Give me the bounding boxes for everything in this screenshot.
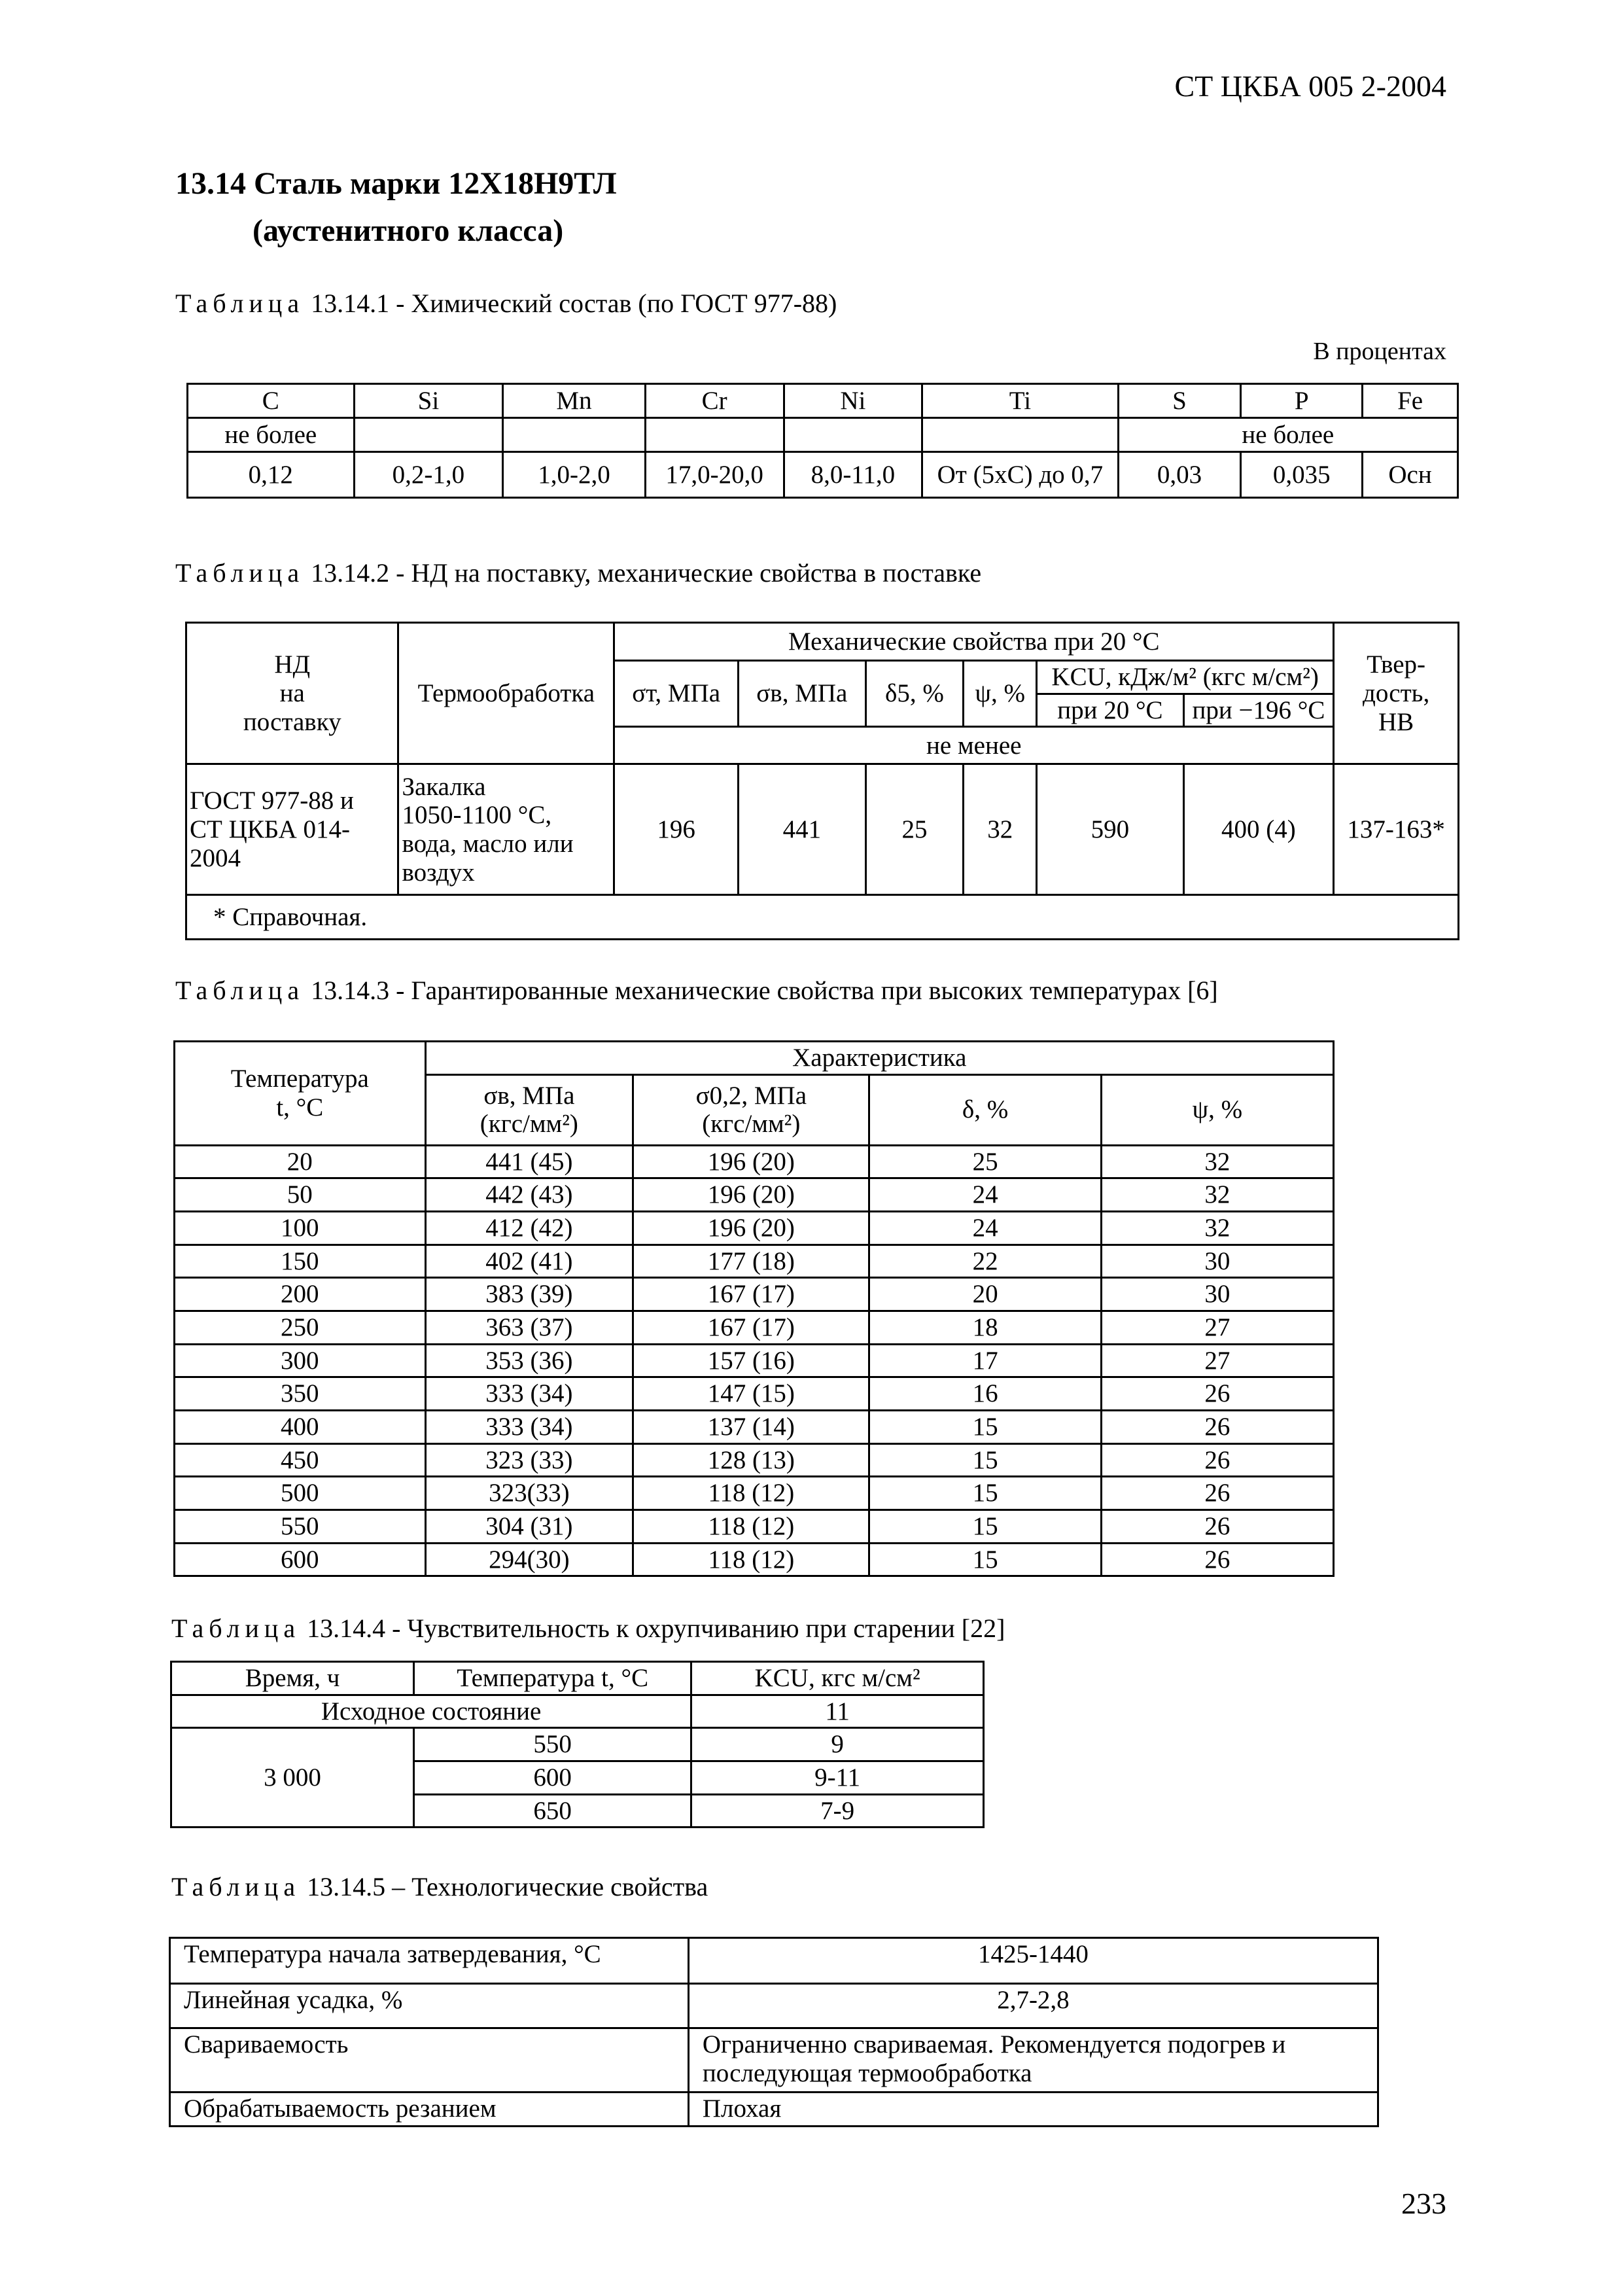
table-cell: 167 (17): [633, 1278, 869, 1311]
header-cell: [425, 1074, 633, 1145]
table-cell: 177 (18): [633, 1245, 869, 1278]
table-number: 13.14.4: [307, 1614, 386, 1643]
table-cell: 26: [1101, 1443, 1333, 1477]
table-label: Таблица: [171, 1872, 301, 1901]
table-cell: 323(33): [425, 1477, 633, 1510]
property-value: 1425-1440: [688, 1938, 1378, 1984]
table2-caption: [175, 557, 981, 588]
table-cell: 16: [869, 1377, 1101, 1411]
table-cell: 353 (36): [425, 1344, 633, 1377]
section-title-line2: (аустенитного класса): [253, 213, 564, 248]
table-cell: 500: [175, 1477, 426, 1510]
empty-cell: [645, 418, 784, 452]
table-cell: 137-163*: [1334, 764, 1459, 895]
table-row: [175, 1212, 1334, 1245]
table-cell: 400 (4): [1183, 764, 1334, 895]
table-cell: 25: [869, 1145, 1101, 1178]
table-cell: 118 (12): [633, 1543, 869, 1576]
table-row: [175, 1145, 1334, 1178]
header-cell: не менее: [614, 727, 1334, 764]
table-cell: От (5хС) до 0,7: [922, 452, 1118, 498]
footnote: * Справочная.: [186, 895, 1459, 940]
table1-units: В процентах: [1313, 338, 1446, 365]
table-cell: 550: [414, 1728, 691, 1761]
table-label: Таблица: [175, 289, 305, 318]
cell-line: 1050-1100 °С,: [402, 801, 552, 830]
table-cell: 400: [175, 1411, 426, 1444]
table-cell: 294(30): [425, 1543, 633, 1576]
header-cell: Температура t, °С: [414, 1662, 691, 1695]
table-cell: 22: [869, 1245, 1101, 1278]
table-row: [175, 1377, 1334, 1411]
table-cell: 350: [175, 1377, 426, 1411]
table-caption-text: - НД на поставку, механические свойства в поставке: [396, 558, 982, 588]
header-line: поставку: [243, 707, 341, 736]
table-cell: Исходное состояние: [171, 1695, 691, 1728]
cell-line: СТ ЦКБА 014-: [190, 815, 351, 843]
table-number: 13.14.1: [311, 289, 390, 318]
table-row: [171, 1695, 984, 1728]
table-header-row: [188, 384, 1458, 418]
table-cell: 7-9: [691, 1794, 984, 1828]
table-cell: 118 (12): [633, 1477, 869, 1510]
table-label: Таблица: [175, 558, 305, 588]
table-cell: 600: [175, 1543, 426, 1576]
table-cell: 196: [614, 764, 739, 895]
header-line: σв, МПа: [483, 1081, 575, 1110]
table-caption-text: - Гарантированные механические свойства при высоких температурах [6]: [396, 976, 1218, 1005]
cell-line: воздух: [402, 858, 475, 887]
chemical-composition-table: [186, 383, 1459, 499]
section-title-line1: 13.14 Сталь марки 12Х18Н9ТЛ: [175, 166, 617, 201]
table-cell: 20: [175, 1145, 426, 1178]
header-cell: P: [1241, 384, 1363, 418]
table-cell: 650: [414, 1794, 691, 1828]
table-cell: 441: [738, 764, 865, 895]
table-cell: 11: [691, 1695, 984, 1728]
table-cell: 196 (20): [633, 1145, 869, 1178]
table-cell: 27: [1101, 1344, 1333, 1377]
header-cell: Mn: [503, 384, 646, 418]
header-line: (кгс/мм²): [480, 1110, 578, 1139]
table-cell: 8,0-11,0: [784, 452, 922, 498]
header-line: (кгс/мм²): [702, 1110, 801, 1139]
table-cell: 17,0-20,0: [645, 452, 784, 498]
table-cell: 550: [175, 1510, 426, 1544]
table-cell: 412 (42): [425, 1212, 633, 1245]
table-cell: 442 (43): [425, 1178, 633, 1212]
table-cell: [398, 764, 614, 895]
table-cell: 333 (34): [425, 1377, 633, 1411]
table-number: 13.14.2: [311, 558, 390, 588]
table-cell: 250: [175, 1311, 426, 1345]
header-cell: Характеристика: [425, 1042, 1333, 1075]
table-cell: 26: [1101, 1510, 1333, 1544]
header-line: НВ: [1378, 707, 1414, 736]
table-cell: 15: [869, 1411, 1101, 1444]
table-cell: 0,2-1,0: [354, 452, 503, 498]
property-name: Обрабатываемость резанием: [170, 2093, 689, 2127]
table-cell: 26: [1101, 1411, 1333, 1444]
table-cell: 15: [869, 1543, 1101, 1576]
table-cell: 150: [175, 1245, 426, 1278]
high-temperature-properties-table: [173, 1040, 1335, 1577]
header-cell: Ni: [784, 384, 922, 418]
empty-cell: [354, 418, 503, 452]
table-row: [175, 1411, 1334, 1444]
table-row: [170, 2028, 1378, 2093]
header-line: t, °С: [276, 1093, 324, 1122]
table-cell: 450: [175, 1443, 426, 1477]
table-cell: 333 (34): [425, 1411, 633, 1444]
header-cell: [186, 623, 398, 764]
header-cell: δ5, %: [865, 661, 964, 727]
table-cell: 32: [1101, 1178, 1333, 1212]
header-cell: не более: [1118, 418, 1457, 452]
property-value: Плохая: [688, 2093, 1378, 2127]
page-number: 233: [1401, 2187, 1446, 2220]
table-row: [170, 2093, 1378, 2127]
header-cell: S: [1118, 384, 1241, 418]
table-body: [175, 1145, 1334, 1576]
table-row: [175, 1543, 1334, 1576]
table-cell: 15: [869, 1510, 1101, 1544]
table-cell: 100: [175, 1212, 426, 1245]
table-cell: 32: [1101, 1212, 1333, 1245]
header-cell: Механические свойства при 20 °С: [614, 623, 1334, 661]
header-cell: ψ, %: [964, 661, 1037, 727]
header-line: Температура: [230, 1065, 369, 1093]
table-cell: 30: [1101, 1245, 1333, 1278]
table-number: 13.14.5: [307, 1872, 386, 1901]
table-cell: 9: [691, 1728, 984, 1761]
table-row: [175, 1178, 1334, 1212]
table-cell: 9-11: [691, 1761, 984, 1795]
table-cell: 30: [1101, 1278, 1333, 1311]
header-cell: KCU, кгс м/см²: [691, 1662, 984, 1695]
table-cell: 118 (12): [633, 1510, 869, 1544]
table-cell: 27: [1101, 1311, 1333, 1345]
aging-embrittlement-table: [170, 1661, 985, 1828]
table-cell: 24: [869, 1212, 1101, 1245]
property-name: Линейная усадка, %: [170, 1984, 689, 2028]
table-cell: 17: [869, 1344, 1101, 1377]
header-cell: не более: [188, 418, 355, 452]
table-number: 13.14.3: [311, 976, 390, 1005]
table-cell: 600: [414, 1761, 691, 1795]
table-row: [175, 1443, 1334, 1477]
header-cell: C: [188, 384, 355, 418]
table-cell: 26: [1101, 1477, 1333, 1510]
table-header-row: [186, 623, 1459, 661]
table-caption-text: - Чувствительность к охрупчиванию при старении [22]: [392, 1614, 1005, 1643]
table-row: [188, 452, 1458, 498]
table-cell: 167 (17): [633, 1311, 869, 1345]
table-cell: 441 (45): [425, 1145, 633, 1178]
header-line: НД: [274, 650, 311, 679]
header-cell: Время, ч: [171, 1662, 414, 1695]
empty-cell: [784, 418, 922, 452]
table-cell: 196 (20): [633, 1178, 869, 1212]
property-value: Ограниченно свариваемая. Рекомендуется подогрев и последующая термообработка: [688, 2028, 1378, 2093]
section-title: [175, 160, 617, 255]
table-cell: 26: [1101, 1377, 1333, 1411]
header-cell: при 20 °С: [1037, 694, 1184, 727]
table5-caption: [171, 1871, 708, 1902]
table-cell: 25: [865, 764, 964, 895]
table-row: [175, 1245, 1334, 1278]
document-code: СТ ЦКБА 005 2-2004: [1174, 69, 1446, 103]
footnote-row: [186, 895, 1459, 940]
table-cell: 0,035: [1241, 452, 1363, 498]
table-cell: 300: [175, 1344, 426, 1377]
table-cell: 32: [1101, 1145, 1333, 1178]
header-cell: [175, 1042, 426, 1146]
header-cell: Термообработка: [398, 623, 614, 764]
table1-caption: [175, 288, 837, 319]
header-cell: Ti: [922, 384, 1118, 418]
delivery-properties-table: [185, 622, 1459, 940]
table-cell: 3 000: [171, 1728, 414, 1828]
property-name: Свариваемость: [170, 2028, 689, 2093]
table-row: [175, 1311, 1334, 1345]
technological-properties-table: [169, 1937, 1379, 2127]
table-cell: 32: [964, 764, 1037, 895]
table-cell: 15: [869, 1477, 1101, 1510]
table-cell: 15: [869, 1443, 1101, 1477]
cell-line: ГОСТ 977-88 и: [190, 786, 354, 815]
table-header-row: [171, 1662, 984, 1695]
table-cell: 18: [869, 1311, 1101, 1345]
header-line: дость,: [1362, 679, 1430, 707]
header-cell: ψ, %: [1101, 1074, 1333, 1145]
empty-cell: [503, 418, 646, 452]
table-row: [186, 764, 1459, 895]
table-cell: 402 (41): [425, 1245, 633, 1278]
table-cell: 0,12: [188, 452, 355, 498]
table-header-row: [175, 1042, 1334, 1075]
header-line: σ0,2, МПа: [695, 1081, 807, 1110]
table-subheader-row: [188, 418, 1458, 452]
table-row: [170, 1984, 1378, 2028]
table-caption-text: – Технологические свойства: [392, 1872, 708, 1901]
table-row: [175, 1510, 1334, 1544]
table4-caption: [171, 1613, 1005, 1644]
header-cell: [633, 1074, 869, 1145]
table-row: [171, 1728, 984, 1761]
table-cell: 0,03: [1118, 452, 1241, 498]
table-row: [175, 1278, 1334, 1311]
header-cell: KCU, кДж/м² (кгс м/см²): [1037, 661, 1334, 694]
header-cell: Cr: [645, 384, 784, 418]
table-cell: 200: [175, 1278, 426, 1311]
table-cell: 24: [869, 1178, 1101, 1212]
property-value: 2,7-2,8: [688, 1984, 1378, 2028]
table-label: Таблица: [175, 976, 305, 1005]
table-cell: 196 (20): [633, 1212, 869, 1245]
header-line: на: [279, 679, 305, 707]
header-cell: Fe: [1363, 384, 1458, 418]
table-cell: 20: [869, 1278, 1101, 1311]
header-line: Твер-: [1367, 650, 1426, 679]
table-row: [175, 1344, 1334, 1377]
empty-cell: [922, 418, 1118, 452]
table-cell: 157 (16): [633, 1344, 869, 1377]
header-cell: [1334, 623, 1459, 764]
table-row: [175, 1477, 1334, 1510]
table-cell: 137 (14): [633, 1411, 869, 1444]
table-caption-text: - Химический состав (по ГОСТ 977-88): [396, 289, 837, 318]
table-cell: [186, 764, 398, 895]
table-cell: 147 (15): [633, 1377, 869, 1411]
table-cell: 323 (33): [425, 1443, 633, 1477]
table-label: Таблица: [171, 1614, 301, 1643]
cell-line: вода, масло или: [402, 829, 574, 858]
table-cell: 26: [1101, 1543, 1333, 1576]
table-row: [170, 1938, 1378, 1984]
header-cell: Si: [354, 384, 503, 418]
header-cell: δ, %: [869, 1074, 1101, 1145]
table-cell: 50: [175, 1178, 426, 1212]
header-cell: при −196 °С: [1183, 694, 1334, 727]
table-cell: 590: [1037, 764, 1184, 895]
cell-line: 2004: [190, 843, 241, 872]
table-cell: 304 (31): [425, 1510, 633, 1544]
table-cell: 128 (13): [633, 1443, 869, 1477]
table-cell: 1,0-2,0: [503, 452, 646, 498]
table-cell: 363 (37): [425, 1311, 633, 1345]
property-name: Температура начала затвердевания, °С: [170, 1938, 689, 1984]
header-cell: σв, МПа: [738, 661, 865, 727]
table-cell: 383 (39): [425, 1278, 633, 1311]
table3-caption: [175, 975, 1218, 1006]
header-cell: σт, МПа: [614, 661, 739, 727]
cell-line: Закалка: [402, 772, 486, 801]
table-cell: Осн: [1363, 452, 1458, 498]
